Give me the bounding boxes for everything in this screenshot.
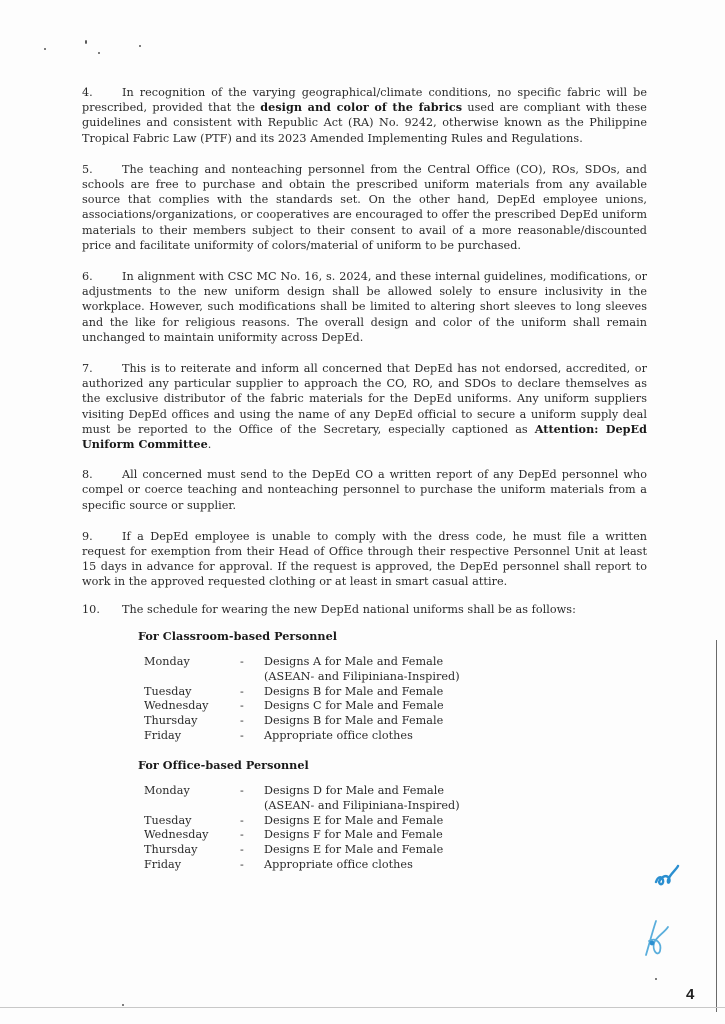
desc-cell: Appropriate office clothes [264, 729, 413, 743]
paragraph-7: 7. This is to reiterate and inform all concerned that DepEd has not endorsed, accredited, or authorized any particular supplier to approach the CO, RO, and SDOs to declare themselves as the exclusive distributor of the fabric materials for the DepEd uniforms. Any uniform suppliers visiting DepEd offices and using the name of any DepEd official to secure a uniform supply deal must be reported to the Office of the Secretary, especially captioned as Attention: DepEd Uniform Committee. [82, 362, 647, 452]
page-edge-line [716, 640, 717, 1012]
table-row [144, 685, 460, 700]
schedule-table-office [144, 784, 460, 873]
dash-cell: - [240, 699, 244, 713]
dash-cell: - [240, 813, 244, 827]
paragraph-5: 5. The teaching and nonteaching personnel from the Central Office (CO), ROs, SDOs, and schools are free to purchase and obtain the prescribed uniform materials from any available source that complies with the standards set. On the other hand, DepEd employee unions, associations/organizations, or cooperatives are encouraged to offer the prescribed DepEd uniform materials to their members subject to their consent to avail of a more reasonable/discounted price and facilitate uniformity of colors/material of uniform to be purchased. [82, 162, 647, 252]
paragraph-number: 8. [82, 468, 93, 482]
day-cell: Friday [144, 858, 182, 872]
dash-cell: - [240, 714, 244, 728]
scan-speck [122, 1004, 124, 1006]
paragraph-number: 6. [82, 270, 93, 284]
paragraph-10: 10. The schedule for wearing the new DepEd national uniforms shall be as follows: [82, 602, 576, 616]
day-cell: Tuesday [144, 813, 192, 827]
day-cell: Thursday [144, 714, 198, 728]
paragraph-8: 8. All concerned must send to the DepEd CO a written report of any DepEd personnel who compel or coerce teaching and nonteaching personnel to purchase the uniform materials from a specific source or supplier. [82, 468, 647, 512]
paragraph-number: 7. [82, 362, 93, 376]
dash-cell: - [240, 858, 244, 872]
paragraph-9: 9. If a DepEd employee is unable to comply with the dress code, he must file a written request for exemption from their Head of Office through their respective Personnel Unit at least 15 days in advance for approval. If the request is approved, the DepEd personnel shall report to work in the approved requested clothing or at least in smart casual attire. [82, 529, 647, 589]
dash-cell: - [240, 828, 244, 842]
paragraph-6: 6. In alignment with CSC MC No. 16, s. 2024, and these internal guidelines, modifications, or adjustments to the new uniform design shall be allowed solely to ensure inclusivity in the workplace. However, such modifications shall be limited to altering short sleeves to long sleeves and the like for religious reasons. The overall design and color of the uniform shall remain unchanged to maintain uniformity across DepEd. [82, 270, 647, 344]
handwritten-initial-icon [652, 860, 686, 890]
table-row [144, 699, 460, 714]
day-cell: Wednesday [144, 828, 209, 842]
desc-cell: Designs A for Male and Female (ASEAN- and Filipiniana-Inspired) [264, 655, 460, 683]
day-cell: Friday [144, 729, 182, 743]
desc-cell: Designs E for Male and Female [264, 813, 444, 827]
day-cell: Thursday [144, 843, 198, 857]
day-cell: Tuesday [144, 684, 192, 698]
table-row [144, 843, 460, 858]
table-row [144, 729, 460, 744]
page-number: 4 [686, 986, 695, 1003]
schedule-table-classroom [144, 655, 460, 744]
table-row [144, 814, 460, 829]
scan-speck [44, 48, 46, 50]
paragraph-number: 9. [82, 529, 93, 543]
day-cell: Wednesday [144, 699, 209, 713]
dash-cell: - [240, 843, 244, 857]
table-row [144, 714, 460, 729]
desc-cell: Designs C for Male and Female [264, 699, 444, 713]
paragraph-number: 4. [82, 86, 93, 99]
desc-cell: Designs D for Male and Female (ASEAN- and Filipiniana-Inspired) [264, 784, 460, 812]
table-row [144, 784, 460, 814]
desc-cell: Designs F for Male and Female [264, 828, 443, 842]
dash-cell: - [240, 655, 244, 669]
paragraph-number: 5. [82, 162, 93, 176]
schedule-title-classroom: For Classroom-based Personnel [138, 628, 338, 643]
desc-cell: Designs E for Male and Female [264, 843, 444, 857]
desc-cell: Appropriate office clothes [264, 858, 413, 872]
emphasis-text: Attention: DepEd Uniform Committee [82, 421, 647, 452]
schedule-title-office: For Office-based Personnel [138, 757, 309, 772]
day-cell: Monday [144, 784, 190, 798]
dash-cell: - [240, 729, 244, 743]
table-row [144, 828, 460, 843]
table-row [144, 858, 460, 873]
handwritten-signature-icon [640, 915, 674, 961]
scan-speck [139, 45, 141, 47]
scan-speck [655, 978, 657, 980]
page-bottom-edge [0, 1007, 725, 1008]
scan-speck [98, 52, 100, 54]
paragraph-number: 10. [82, 602, 100, 616]
table-row [144, 655, 460, 685]
dash-cell: - [240, 684, 244, 698]
scan-speck [85, 40, 87, 44]
emphasis-text: design and color of the fabrics [260, 100, 463, 115]
dash-cell: - [240, 784, 244, 798]
document-body [82, 85, 647, 887]
paragraph-4: 4. In recognition of the varying geographical/climate conditions, no specific fabric will be prescribed, provided that the design and color of the fabrics used are compliant with these guidelines and consistent with Republic Act (RA) No. 9242, otherwise known as the Philippine Tropical Fabric Law (PTF) and its 2023 Amended Implementing Rules and Regulations. [82, 86, 647, 145]
day-cell: Monday [144, 655, 190, 669]
desc-cell: Designs B for Male and Female [264, 684, 444, 698]
desc-cell: Designs B for Male and Female [264, 714, 444, 728]
